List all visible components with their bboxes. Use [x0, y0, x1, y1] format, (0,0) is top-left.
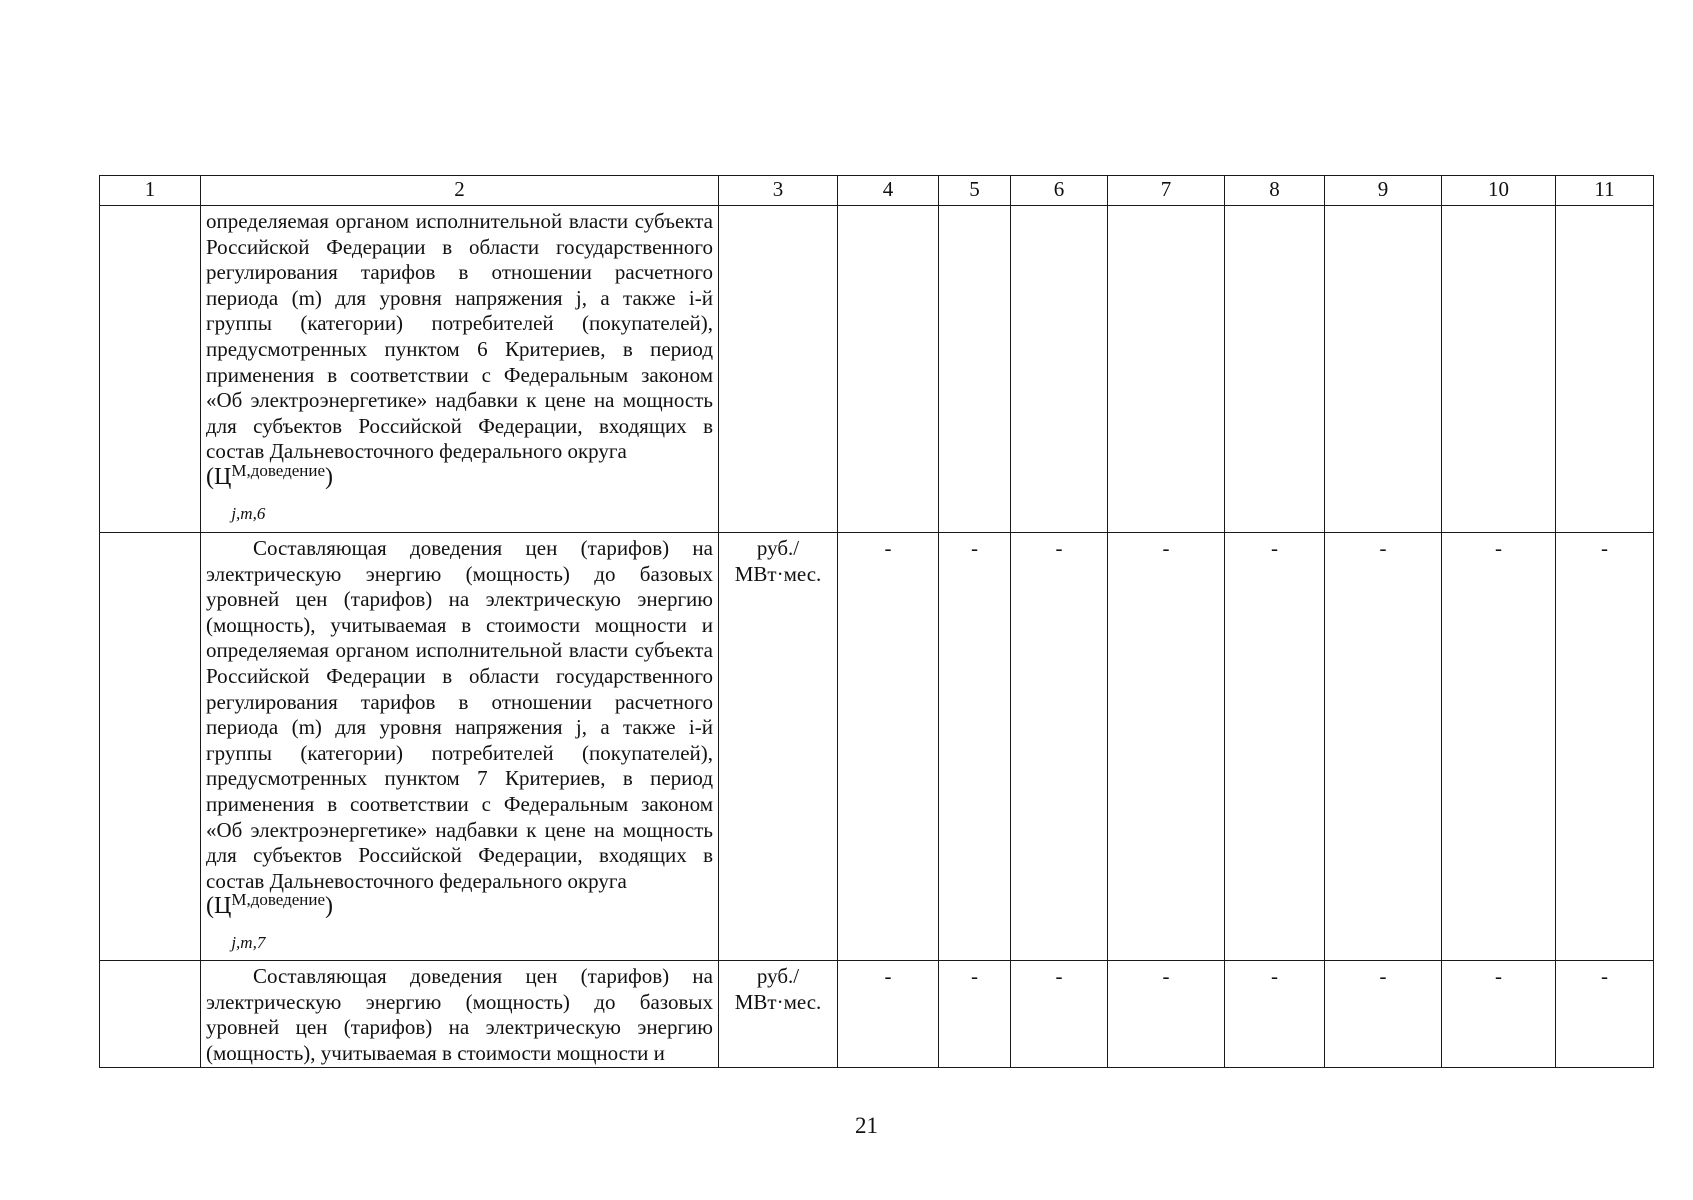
value-cell: -	[1011, 533, 1108, 961]
formula-open: (Ц	[206, 463, 232, 490]
header-cell: 9	[1325, 176, 1442, 206]
header-cell: 3	[719, 176, 838, 206]
value-cell: -	[1556, 961, 1654, 1068]
formula-open: (Ц	[206, 893, 232, 920]
value-cell: -	[1108, 961, 1225, 1068]
page-number: 21	[855, 1113, 878, 1138]
table-row	[100, 961, 1654, 1068]
table-row	[100, 206, 1654, 533]
header-cell: 6	[1011, 176, 1108, 206]
header-cell: 7	[1108, 176, 1225, 206]
value-cell	[1556, 206, 1654, 533]
value-cell: -	[1442, 533, 1556, 961]
row-number-cell	[100, 961, 201, 1068]
formula-superscript: М,доведение	[231, 890, 326, 910]
header-cell: 8	[1225, 176, 1325, 206]
description-cell	[201, 533, 719, 961]
description-cell	[201, 206, 719, 533]
value-cell: -	[1556, 533, 1654, 961]
header-cell: 1	[100, 176, 201, 206]
unit-cell: руб./ МВт·мес.	[719, 961, 838, 1068]
formula-close: )	[325, 893, 334, 920]
value-cell: -	[1225, 533, 1325, 961]
formula-close: )	[325, 463, 334, 490]
value-cell: -	[1325, 961, 1442, 1068]
description-cell	[201, 961, 719, 1068]
row-number-cell	[100, 533, 201, 961]
value-cell	[1108, 206, 1225, 533]
value-cell: -	[939, 961, 1011, 1068]
value-cell	[1442, 206, 1556, 533]
value-cell: -	[1325, 533, 1442, 961]
header-cell: 11	[1556, 176, 1654, 206]
value-cell: -	[1442, 961, 1556, 1068]
value-cell	[1325, 206, 1442, 533]
header-cell: 2	[201, 176, 719, 206]
formula-symbol	[206, 460, 334, 523]
row-number-cell	[100, 206, 201, 533]
value-cell	[1011, 206, 1108, 533]
value-cell: -	[1225, 961, 1325, 1068]
value-cell	[1225, 206, 1325, 533]
formula-subscript: j,m,6	[231, 503, 266, 523]
value-cell: -	[1108, 533, 1225, 961]
header-cell: 10	[1442, 176, 1556, 206]
table-header-row	[100, 176, 1654, 206]
unit-cell	[719, 206, 838, 533]
value-cell: -	[1011, 961, 1108, 1068]
value-cell	[838, 206, 939, 533]
tariff-table	[99, 175, 1654, 1068]
formula-superscript: М,доведение	[231, 460, 326, 480]
value-cell: -	[838, 533, 939, 961]
description-text: Составляющая доведения цен (тарифов) на электрическую энергию (мощность) до базовых уровней цен (тарифов) на электрическую энергию (мощность), учитываемая в стоимости мощности и	[206, 964, 713, 1065]
value-cell: -	[838, 961, 939, 1068]
value-cell: -	[939, 533, 1011, 961]
description-text: определяемая органом исполнительной власти субъекта Российской Федерации в области государственного регулирования тарифов в отношении расчетного периода (m) для уровня напряжения j, а также i-й группы (категории) потребителей (покупателей), предусмотренных пунктом 6 Критериев, в период применения в соответствии с Федеральным законом «Об электроэнергетике» надбавки к цене на мощность для субъектов Российской Федерации, входящих в состав Дальневосточного федерального округа	[206, 209, 713, 464]
header-cell: 5	[939, 176, 1011, 206]
value-cell	[939, 206, 1011, 533]
formula-symbol	[206, 890, 334, 953]
formula-subscript: j,m,7	[231, 933, 266, 953]
table-row	[100, 533, 1654, 961]
description-text: Составляющая доведения цен (тарифов) на электрическую энергию (мощность) до базовых уровней цен (тарифов) на электрическую энергию (мощность), учитываемая в стоимости мощности и определяемая органом исполнительной власти субъекта Российской Федерации в области государственного регулирования тарифов в отношении расчетного периода (m) для уровня напряжения j, а также i-й группы (категории) потребителей (покупателей), предусмотренных пунктом 7 Критериев, в период применения в соответствии с Федеральным законом «Об электроэнергетике» надбавки к цене на мощность для субъектов Российской Федерации, входящих в состав Дальневосточного федерального округа	[206, 536, 713, 893]
unit-cell: руб./ МВт·мес.	[719, 533, 838, 961]
header-cell: 4	[838, 176, 939, 206]
